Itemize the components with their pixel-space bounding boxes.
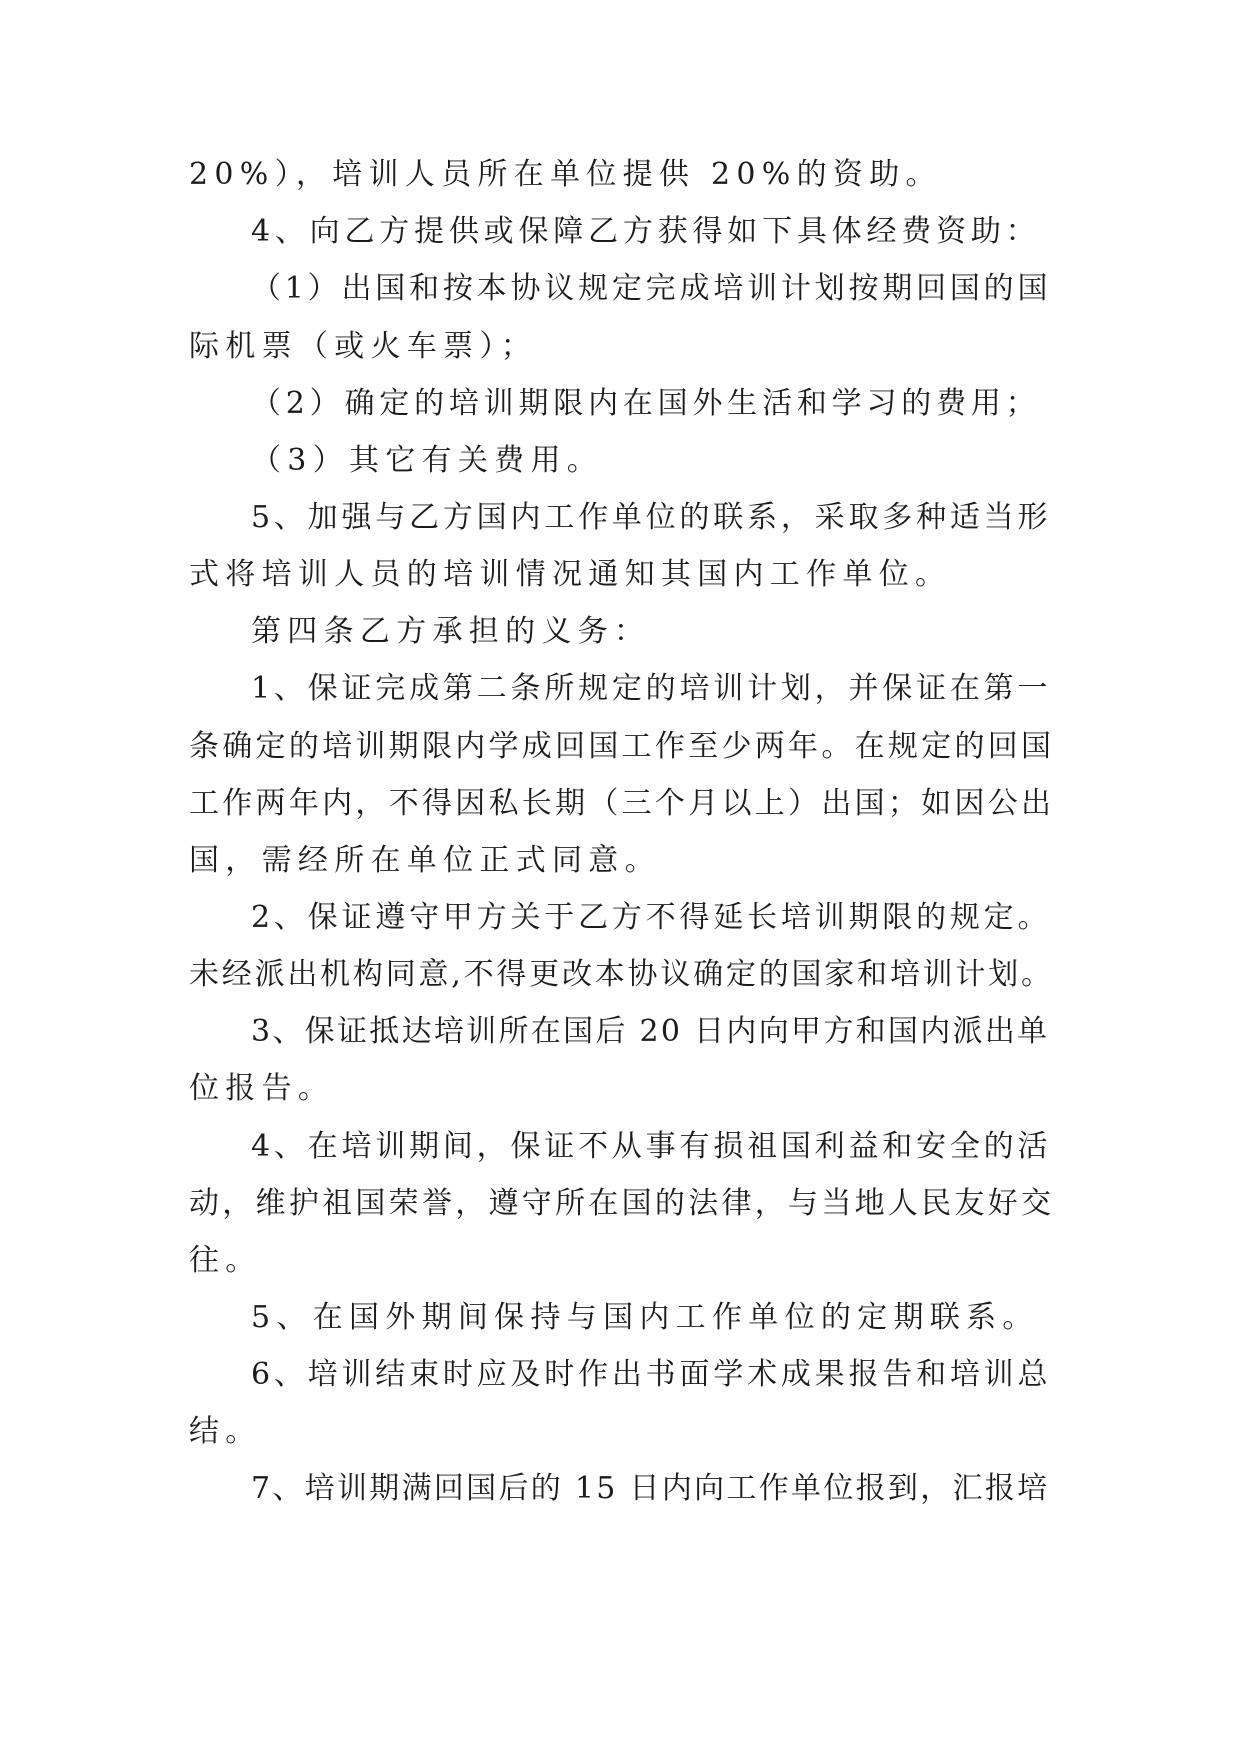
- text-line: 1、保证完成第二条所规定的培训计划，并保证在第一: [251, 671, 1052, 706]
- text-line: 5、在国外期间保持与国内工作单位的定期联系。: [251, 1300, 1039, 1335]
- text-line: 工作两年内，不得因私长期（三个月以上）出国；如因公出: [189, 786, 1051, 821]
- text-line: 5、加强与乙方国内工作单位的联系，采取多种适当形: [251, 500, 1052, 535]
- text-line: 2、保证遵守甲方关于乙方不得延长培训期限的规定。: [251, 900, 1052, 935]
- text-line: 式将培训人员的培训情况通知其国内工作单位。: [189, 557, 952, 592]
- text-line: 3、保证抵达培训所在国后 20 日内向甲方和国内派出单: [251, 1014, 1050, 1049]
- text-line: 结。: [189, 1414, 262, 1449]
- text-line: （2）确定的培训期限内在国外生活和学习的费用；: [251, 386, 1041, 421]
- section-heading: 第四条乙方承担的义务：: [251, 614, 651, 649]
- text-line: 7、培训期满回国后的 15 日内向工作单位报到，汇报培: [251, 1471, 1050, 1506]
- text-line: （3）其它有关费用。: [251, 443, 604, 478]
- text-line: 4、向乙方提供或保障乙方获得如下具体经费资助：: [251, 214, 1041, 249]
- text-line: 4、在培训期间，保证不从事有损祖国利益和安全的活: [251, 1129, 1052, 1164]
- text-line: 20%），培训人员所在单位提供 20%的资助。: [189, 157, 942, 192]
- text-line: 未经派出机构同意,不得更改本协议确定的国家和培训计划。: [189, 957, 1051, 992]
- text-line: 位报告。: [189, 1071, 335, 1106]
- text-line: 际机票（或火车票）；: [189, 329, 537, 364]
- text-line: （1）出国和按本协议规定完成培训计划按期回国的国: [251, 271, 1052, 306]
- text-line: 国，需经所在单位正式同意。: [189, 843, 661, 878]
- text-line: 6、培训结束时应及时作出书面学术成果报告和培训总: [251, 1357, 1052, 1392]
- text-line: 往。: [189, 1243, 262, 1278]
- text-line: 条确定的培训期限内学成回国工作至少两年。在规定的回国: [189, 729, 1051, 764]
- text-line: 动，维护祖国荣誉，遵守所在国的法律，与当地人民友好交: [189, 1186, 1051, 1221]
